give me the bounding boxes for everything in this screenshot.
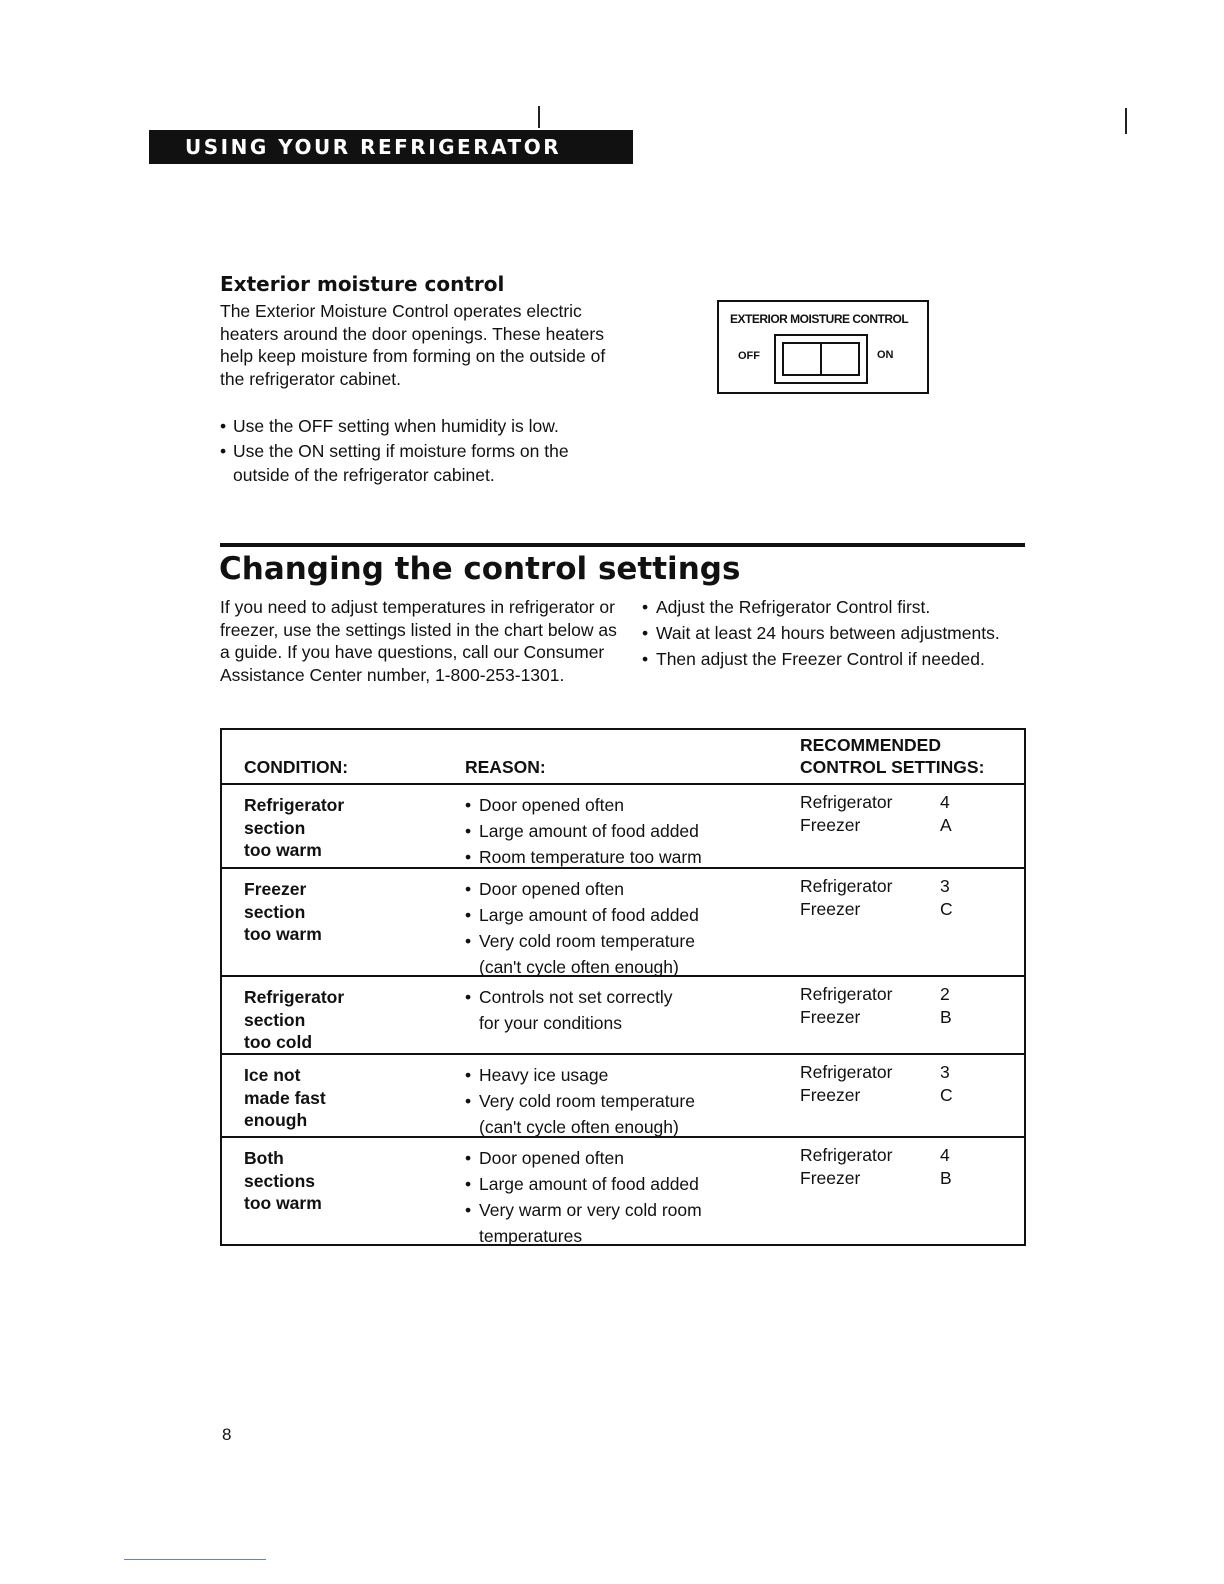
- adjustment-steps: [642, 594, 1042, 672]
- row-reasons: • Controls not set correctly for your conditions: [465, 984, 795, 1036]
- diagram-on-label: ON: [877, 349, 894, 361]
- row-condition: Both sections too warm: [244, 1148, 322, 1213]
- table-row: [222, 867, 1024, 977]
- row-reasons: • Door opened often • Large amount of food added • Very cold room temperature (can't cycle often enough): [465, 876, 795, 980]
- row-reasons: • Door opened often • Large amount of food added • Very warm or very cold room temperatures: [465, 1145, 795, 1249]
- moisture-bullets: [220, 414, 610, 488]
- row-settings: Refrigerator 3 Freezer C: [800, 876, 953, 919]
- table-row: [222, 1053, 1024, 1138]
- table-row: [222, 783, 1024, 869]
- moisture-paragraph: The Exterior Moisture Control operates electric heaters around the door openings. These heaters help keep moisture from forming on the outside of the refrigerator cabinet.: [220, 301, 606, 389]
- moisture-heading: Exterior moisture control: [220, 272, 505, 296]
- step-item: • Wait at least 24 hours between adjustments.: [642, 620, 1042, 646]
- intro-paragraph: If you need to adjust temperatures in refrigerator or freezer, use the settings listed in the chart below as a guide. If you have questions, call our Consumer Assistance Center number, 1-800-253-1301.: [220, 597, 617, 685]
- table-row: [222, 975, 1024, 1055]
- section-header-bar: [149, 130, 633, 164]
- row-settings: Refrigerator 4 Freezer B: [800, 1145, 952, 1188]
- diagram-off-label: OFF: [738, 350, 760, 362]
- settings-table: [220, 728, 1026, 1246]
- header-condition: CONDITION:: [244, 757, 349, 777]
- header-recommended: RECOMMENDED CONTROL SETTINGS:: [800, 735, 985, 777]
- header-reason: REASON:: [465, 757, 546, 777]
- table-row: [222, 1136, 1024, 1244]
- moisture-control-diagram: [717, 300, 929, 394]
- row-settings: Refrigerator 3 Freezer C: [800, 1062, 953, 1105]
- row-condition: Refrigerator section too warm: [244, 795, 345, 860]
- section-title: Changing the control settings: [219, 551, 741, 587]
- row-condition: Freezer section too warm: [244, 879, 322, 944]
- row-settings: Refrigerator 4 Freezer A: [800, 792, 952, 835]
- row-condition: Refrigerator section too cold: [244, 987, 345, 1052]
- registration-mark: [538, 106, 540, 128]
- row-reasons: • Heavy ice usage • Very cold room temperature (can't cycle often enough): [465, 1062, 795, 1140]
- table-header: [222, 730, 1024, 785]
- row-settings: Refrigerator 2 Freezer B: [800, 984, 952, 1027]
- row-condition: Ice not made fast enough: [244, 1065, 326, 1130]
- moisture-bullet: • Use the ON setting if moisture forms on the outside of the refrigerator cabinet.: [220, 439, 610, 487]
- registration-mark: [1125, 108, 1127, 134]
- step-item: • Then adjust the Freezer Control if needed.: [642, 646, 1042, 672]
- diagram-title: EXTERIOR MOISTURE CONTROL: [730, 312, 909, 326]
- section-header-title: USING YOUR REFRIGERATOR: [185, 135, 562, 159]
- rocker-switch: [774, 334, 868, 384]
- step-item: • Adjust the Refrigerator Control first.: [642, 594, 1042, 620]
- footer-rule: [124, 1559, 266, 1560]
- row-reasons: • Door opened often • Large amount of food added • Room temperature too warm: [465, 792, 795, 870]
- section-divider: [220, 543, 1025, 547]
- moisture-bullet: • Use the OFF setting when humidity is low.: [220, 414, 610, 438]
- page-number: 8: [222, 1425, 232, 1444]
